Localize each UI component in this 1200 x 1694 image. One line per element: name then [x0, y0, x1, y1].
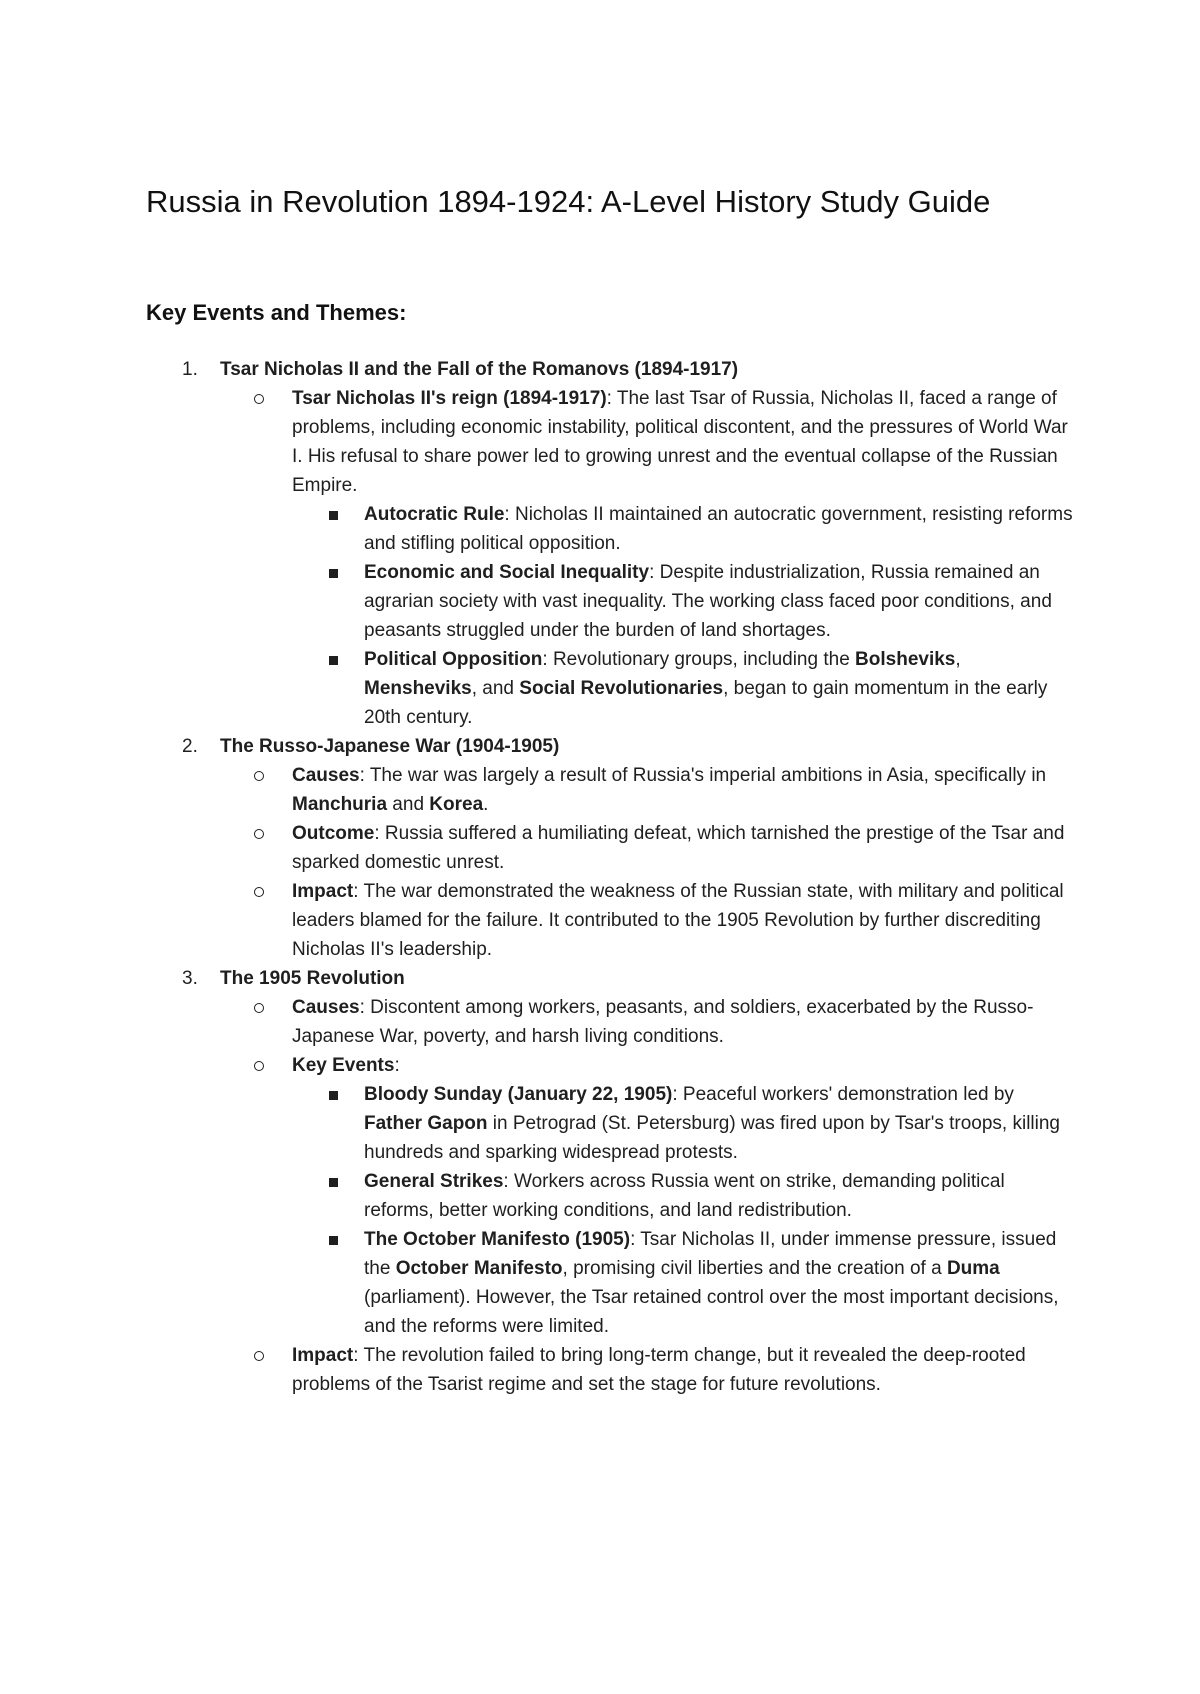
term-duma: Duma [946, 1258, 1000, 1279]
list-item [146, 1051, 1076, 1341]
sublist [220, 993, 1076, 1399]
term-label: Autocratic Rule [364, 504, 505, 525]
list-number: 2. [182, 736, 198, 757]
list-item [146, 384, 1076, 732]
term-text: : Despite industrialization, Russia remained an agrarian society with vast inequality. The working class faced poor conditions, and peasants struggled under the burden of land shortages. [364, 562, 1052, 641]
term-text: . [483, 794, 489, 815]
list-item [146, 1341, 1076, 1399]
hollow-circle-bullet-icon [254, 1003, 264, 1013]
term-label: Key Events [292, 1055, 395, 1076]
square-bullet-icon [329, 1178, 338, 1187]
list-item [146, 558, 1076, 645]
sublist [146, 500, 1076, 732]
sublist [146, 1080, 1076, 1341]
list-item [146, 819, 1076, 877]
term-text: , promising civil liberties and the creation of a [562, 1258, 947, 1279]
item-heading: Tsar Nicholas II and the Fall of the Romanovs (1894-1917) [220, 359, 739, 380]
term-label: Impact [292, 881, 354, 902]
term-bolsheviks: Bolsheviks [855, 649, 956, 670]
term-text: : The last Tsar of Russia, Nicholas II, faced a range of problems, including economic instability, political discontent, and the pressures of World War I. His refusal to share power led to growing unrest and the eventual collapse of the Russian Empire. [292, 388, 1068, 496]
square-bullet-icon [329, 569, 338, 578]
term-text: : The revolution failed to bring long-term change, but it revealed the deep-rooted problems of the Tsarist regime and set the stage for future revolutions. [292, 1345, 1026, 1395]
term-label: General Strikes [364, 1171, 504, 1192]
sublist [220, 384, 1076, 732]
term-text: , and [471, 678, 520, 699]
list-item-1 [146, 355, 1076, 732]
term-text: : The war demonstrated the weakness of the Russian state, with military and political leaders blamed for the failure. It contributed to the 1905 Revolution by further discrediting Nicholas II's leadership. [292, 881, 1064, 960]
list-item [146, 761, 1076, 819]
term-text: : Discontent among workers, peasants, and soldiers, exacerbated by the Russo-Japanese War, poverty, and harsh living conditions. [292, 997, 1034, 1047]
term-text: (parliament). However, the Tsar retained control over the most important decisions, and the reforms were limited. [364, 1287, 1059, 1337]
term-label: Bloody Sunday (January 22, 1905) [364, 1084, 673, 1105]
hollow-circle-bullet-icon [254, 829, 264, 839]
hollow-circle-bullet-icon [254, 887, 264, 897]
square-bullet-icon [329, 511, 338, 520]
term-text: : [394, 1055, 400, 1076]
term-text: : Russia suffered a humiliating defeat, which tarnished the prestige of the Tsar and sparked domestic unrest. [292, 823, 1065, 873]
sublist [220, 761, 1076, 964]
hollow-circle-bullet-icon [254, 771, 264, 781]
key-events-list [146, 355, 1076, 1399]
term-korea: Korea [429, 794, 484, 815]
list-item-3 [146, 964, 1076, 1399]
list-item-2 [146, 732, 1076, 964]
item-heading: The 1905 Revolution [220, 968, 405, 989]
term-text: : Workers across Russia went on strike, demanding political reforms, better working conditions, and land redistribution. [364, 1171, 1005, 1221]
term-label: Tsar Nicholas II's reign (1894-1917) [292, 388, 607, 409]
section-heading: Key Events and Themes: [146, 300, 407, 325]
list-item [146, 1080, 1076, 1167]
list-item [146, 500, 1076, 558]
list-item [146, 1167, 1076, 1225]
hollow-circle-bullet-icon [254, 394, 264, 404]
term-text: , began to gain momentum in the early 20th century. [364, 678, 1048, 728]
list-number: 1. [182, 359, 198, 380]
list-number: 3. [182, 968, 198, 989]
term-label: Impact [292, 1345, 354, 1366]
term-label: Political Opposition [364, 649, 543, 670]
term-label: Outcome [292, 823, 375, 844]
term-social-revolutionaries: Social Revolutionaries [519, 678, 724, 699]
term-label: Economic and Social Inequality [364, 562, 650, 583]
hollow-circle-bullet-icon [254, 1351, 264, 1361]
term-october-manifesto: October Manifesto [395, 1258, 563, 1279]
term-manchuria: Manchuria [292, 794, 388, 815]
term-mensheviks: Mensheviks [364, 678, 472, 699]
term-father-gapon: Father Gapon [364, 1113, 488, 1134]
term-text: in Petrograd (St. Petersburg) was fired upon by Tsar's troops, killing hundreds and sparking widespread protests. [364, 1113, 1061, 1163]
square-bullet-icon [329, 1236, 338, 1245]
term-text: : Revolutionary groups, including the [542, 649, 856, 670]
hollow-circle-bullet-icon [254, 1061, 264, 1071]
item-heading: The Russo-Japanese War (1904-1905) [220, 736, 560, 757]
term-label: The October Manifesto (1905) [364, 1229, 631, 1250]
list-item [146, 993, 1076, 1051]
term-text: , [955, 649, 961, 670]
square-bullet-icon [329, 656, 338, 665]
list-item [146, 877, 1076, 964]
term-label: Causes [292, 997, 360, 1018]
page-title: Russia in Revolution 1894-1924: A-Level History Study Guide [146, 184, 991, 219]
list-item [146, 645, 1076, 732]
term-text: : Tsar Nicholas II, under immense pressure, issued the [364, 1229, 1057, 1279]
term-text: : Nicholas II maintained an autocratic government, resisting reforms and stifling political opposition. [364, 504, 1073, 554]
square-bullet-icon [329, 1091, 338, 1100]
list-item [146, 1225, 1076, 1341]
term-text: : The war was largely a result of Russia's imperial ambitions in Asia, specifically in [359, 765, 1047, 786]
term-label: Causes [292, 765, 360, 786]
term-text: and [387, 794, 430, 815]
term-text: : Peaceful workers' demonstration led by [672, 1084, 1014, 1105]
